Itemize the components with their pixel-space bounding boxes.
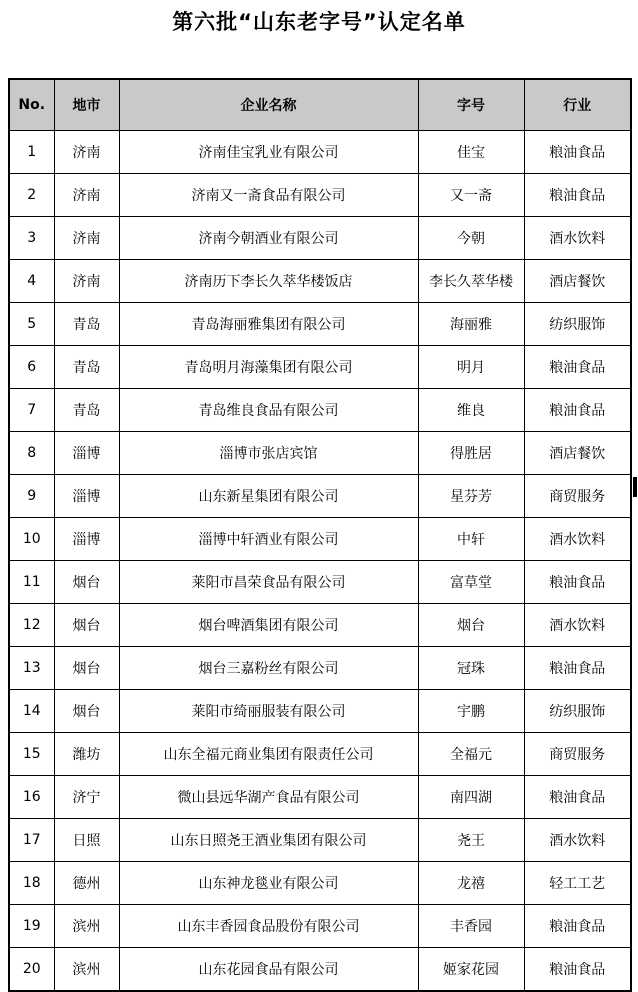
table-row [9,819,631,862]
cell-industry: 粮油食品 [524,905,631,948]
column-header-city: 地市 [54,79,119,131]
cell-no: 17 [9,819,54,862]
table-row [9,303,631,346]
cell-company: 烟台啤酒集团有限公司 [119,604,418,647]
cell-city: 滨州 [54,905,119,948]
cell-company: 山东丰香园食品股份有限公司 [119,905,418,948]
cell-brand: 南四湖 [418,776,524,819]
cell-brand: 维良 [418,389,524,432]
cell-industry: 酒店餐饮 [524,260,631,303]
cell-company: 山东花园食品有限公司 [119,948,418,992]
cell-no: 15 [9,733,54,776]
cell-city: 济南 [54,260,119,303]
cell-industry: 酒水饮料 [524,217,631,260]
table-row [9,604,631,647]
cell-brand: 又一斋 [418,174,524,217]
cell-brand: 得胜居 [418,432,524,475]
cell-brand: 佳宝 [418,131,524,174]
cell-brand: 海丽雅 [418,303,524,346]
cell-city: 烟台 [54,690,119,733]
cell-company: 莱阳市昌荣食品有限公司 [119,561,418,604]
cell-city: 淄博 [54,475,119,518]
cell-brand: 李长久萃华楼 [418,260,524,303]
cell-no: 1 [9,131,54,174]
cell-no: 4 [9,260,54,303]
cell-city: 淄博 [54,518,119,561]
table-body [9,131,631,992]
cell-city: 济宁 [54,776,119,819]
cell-city: 德州 [54,862,119,905]
cell-city: 烟台 [54,647,119,690]
cell-no: 12 [9,604,54,647]
cell-brand: 宇鹏 [418,690,524,733]
cell-company: 山东全福元商业集团有限责任公司 [119,733,418,776]
cell-no: 20 [9,948,54,992]
scrollbar-thumb[interactable] [633,477,637,497]
cell-city: 日照 [54,819,119,862]
cell-brand: 星芬芳 [418,475,524,518]
cell-industry: 粮油食品 [524,647,631,690]
table-row [9,561,631,604]
cell-city: 青岛 [54,389,119,432]
table-row [9,733,631,776]
cell-industry: 轻工工艺 [524,862,631,905]
cell-company: 济南今朝酒业有限公司 [119,217,418,260]
cell-city: 青岛 [54,303,119,346]
cell-brand: 冠珠 [418,647,524,690]
table-row [9,518,631,561]
cell-no: 16 [9,776,54,819]
cell-company: 青岛维良食品有限公司 [119,389,418,432]
table-row [9,475,631,518]
cell-company: 济南又一斋食品有限公司 [119,174,418,217]
column-header-no: No. [9,79,54,131]
cell-company: 济南历下李长久萃华楼饭店 [119,260,418,303]
cell-brand: 尧王 [418,819,524,862]
cell-brand: 丰香园 [418,905,524,948]
cell-industry: 纺织服饰 [524,303,631,346]
cell-company: 青岛海丽雅集团有限公司 [119,303,418,346]
cell-no: 8 [9,432,54,475]
table-row [9,260,631,303]
cell-city: 滨州 [54,948,119,992]
cell-company: 山东日照尧王酒业集团有限公司 [119,819,418,862]
cell-city: 潍坊 [54,733,119,776]
table-row [9,776,631,819]
honored-brands-table [8,78,632,992]
cell-company: 青岛明月海藻集团有限公司 [119,346,418,389]
cell-no: 11 [9,561,54,604]
cell-brand: 龙禧 [418,862,524,905]
cell-no: 18 [9,862,54,905]
cell-company: 微山县远华湖产食品有限公司 [119,776,418,819]
cell-brand: 中轩 [418,518,524,561]
cell-industry: 酒水饮料 [524,604,631,647]
cell-company: 山东神龙毯业有限公司 [119,862,418,905]
cell-city: 淄博 [54,432,119,475]
table-row [9,131,631,174]
cell-industry: 酒水饮料 [524,819,631,862]
cell-no: 19 [9,905,54,948]
cell-industry: 粮油食品 [524,389,631,432]
cell-brand: 明月 [418,346,524,389]
cell-company: 山东新星集团有限公司 [119,475,418,518]
cell-city: 烟台 [54,604,119,647]
cell-industry: 酒水饮料 [524,518,631,561]
column-header-brand: 字号 [418,79,524,131]
table-row [9,690,631,733]
cell-brand: 姬家花园 [418,948,524,992]
cell-industry: 商贸服务 [524,475,631,518]
column-header-company: 企业名称 [119,79,418,131]
cell-brand: 全福元 [418,733,524,776]
table-head [9,79,631,131]
cell-brand: 富草堂 [418,561,524,604]
page-title: 第六批“山东老字号”认定名单 [172,10,466,34]
cell-no: 6 [9,346,54,389]
table-row [9,346,631,389]
cell-no: 2 [9,174,54,217]
cell-city: 济南 [54,174,119,217]
cell-industry: 粮油食品 [524,776,631,819]
table-row [9,217,631,260]
cell-no: 13 [9,647,54,690]
cell-industry: 粮油食品 [524,948,631,992]
table-row [9,948,631,992]
cell-industry: 粮油食品 [524,561,631,604]
cell-brand: 烟台 [418,604,524,647]
cell-city: 烟台 [54,561,119,604]
cell-industry: 酒店餐饮 [524,432,631,475]
cell-no: 9 [9,475,54,518]
cell-industry: 粮油食品 [524,131,631,174]
cell-industry: 粮油食品 [524,174,631,217]
cell-brand: 今朝 [418,217,524,260]
cell-no: 10 [9,518,54,561]
cell-industry: 商贸服务 [524,733,631,776]
table-row [9,432,631,475]
cell-company: 淄博中轩酒业有限公司 [119,518,418,561]
column-header-industry: 行业 [524,79,631,131]
table-row [9,905,631,948]
cell-no: 5 [9,303,54,346]
cell-city: 青岛 [54,346,119,389]
cell-company: 淄博市张店宾馆 [119,432,418,475]
table-row [9,647,631,690]
table-row [9,174,631,217]
cell-industry: 纺织服饰 [524,690,631,733]
table-row [9,862,631,905]
cell-no: 3 [9,217,54,260]
table-row [9,389,631,432]
cell-no: 14 [9,690,54,733]
cell-company: 莱阳市绮丽服装有限公司 [119,690,418,733]
cell-industry: 粮油食品 [524,346,631,389]
cell-company: 烟台三嘉粉丝有限公司 [119,647,418,690]
cell-company: 济南佳宝乳业有限公司 [119,131,418,174]
cell-city: 济南 [54,217,119,260]
header-row [9,79,631,131]
cell-no: 7 [9,389,54,432]
cell-city: 济南 [54,131,119,174]
